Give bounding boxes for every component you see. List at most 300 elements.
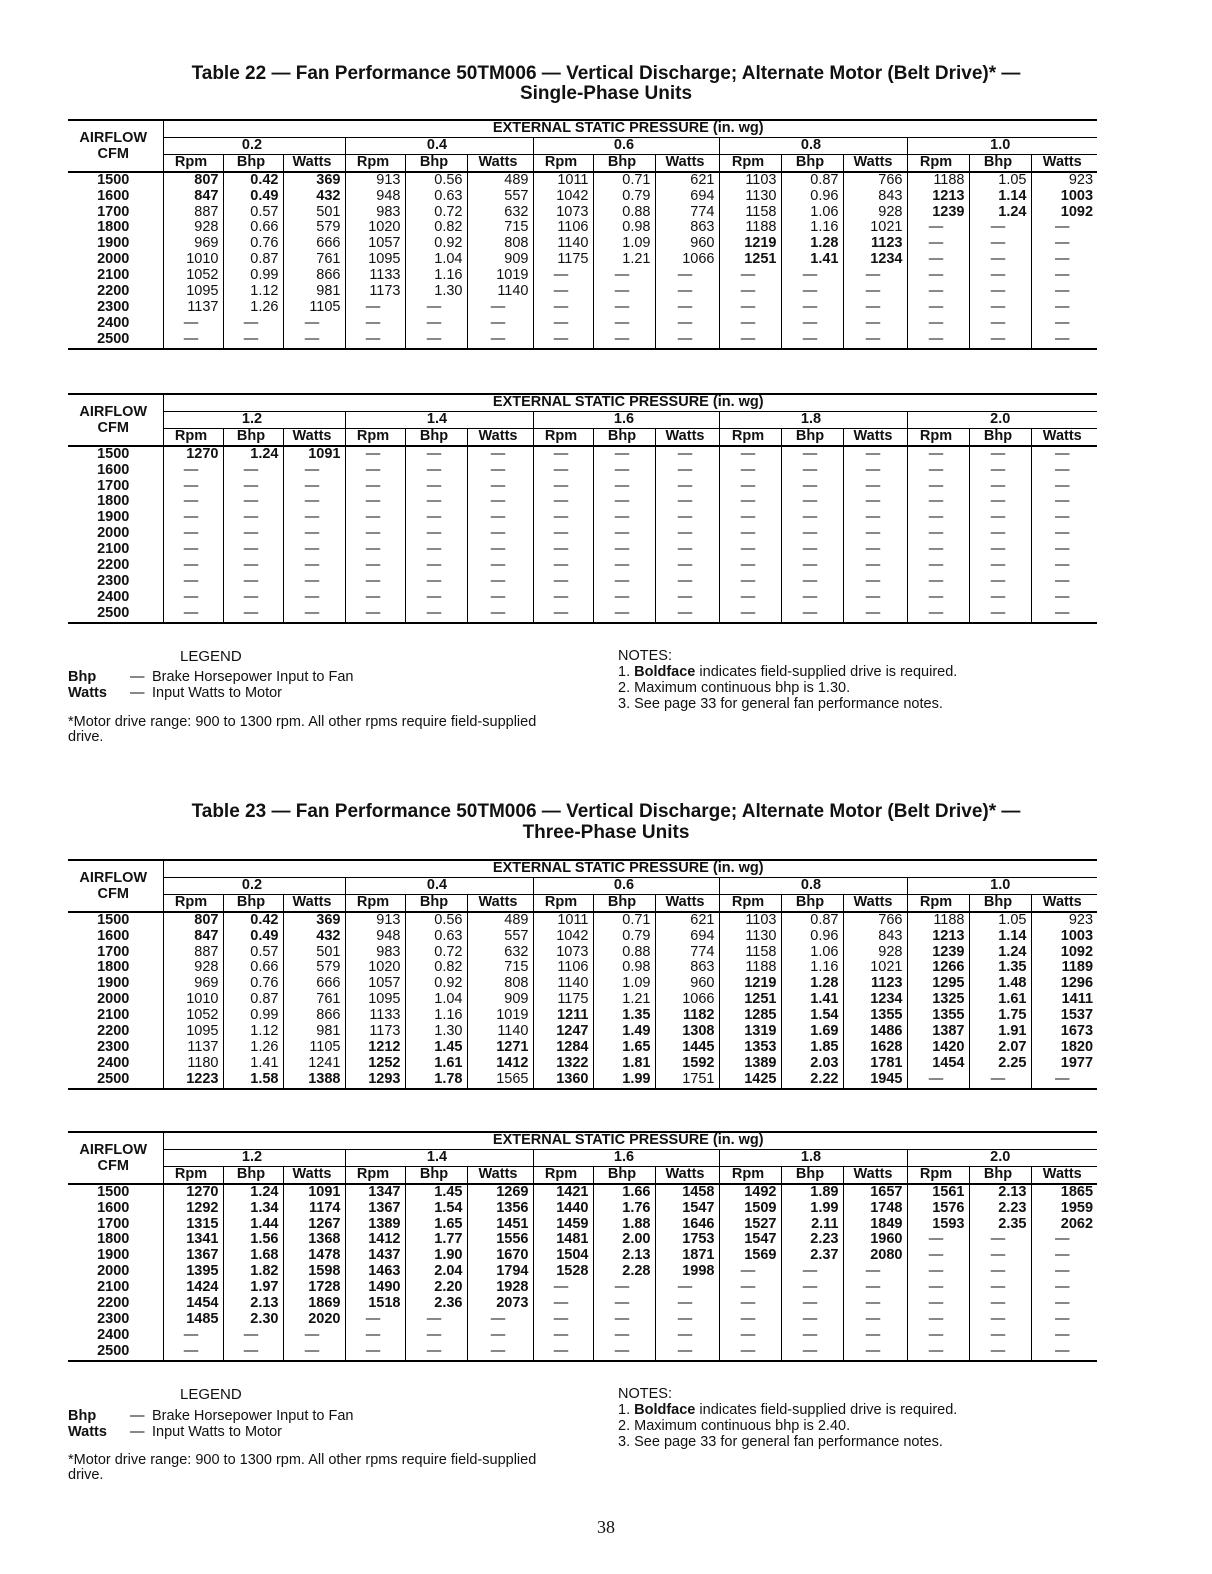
airflow-cfm-label: AIRFLOW CFM <box>79 1141 148 1174</box>
value-cell: — <box>533 1312 593 1328</box>
airflow-cfm-cell: 2200 <box>68 1024 163 1040</box>
value-cell: — <box>405 300 467 316</box>
value-cell: 1646 <box>655 1217 719 1233</box>
pressure-header: 1.0 <box>907 137 1097 154</box>
value-cell: 1356 <box>467 1201 533 1217</box>
column-subheader: Watts <box>655 154 719 171</box>
value-cell: 0.57 <box>223 205 283 221</box>
value-cell: — <box>969 1248 1031 1264</box>
value-cell: — <box>655 574 719 590</box>
value-cell: — <box>969 1232 1031 1248</box>
value-cell: — <box>183 572 199 589</box>
legend-dash: — <box>130 1424 145 1440</box>
value-cell: 1389 <box>345 1217 405 1233</box>
table-row <box>68 929 1097 945</box>
value-cell: 1592 <box>655 1056 719 1072</box>
value-cell: 866 <box>283 1008 345 1024</box>
column-subheader: Rpm <box>163 428 223 445</box>
value-cell: 1751 <box>655 1072 719 1089</box>
value-cell: — <box>1031 1248 1097 1264</box>
value-cell: 1140 <box>467 284 533 300</box>
column-subheader: Bhp <box>405 154 467 171</box>
column-subheader: Rpm <box>907 154 969 171</box>
value-cell: 1270 <box>186 445 219 462</box>
airflow-cfm-cell: 2100 <box>68 1280 163 1296</box>
value-cell: — <box>907 590 969 606</box>
value-cell: — <box>1031 606 1097 623</box>
value-cell: — <box>283 1328 345 1344</box>
value-cell: 1.24 <box>969 945 1031 961</box>
pressure-header: 0.6 <box>533 877 719 894</box>
value-cell: — <box>907 463 969 479</box>
value-cell: — <box>593 268 655 284</box>
table-row <box>68 1056 1097 1072</box>
table-23-part-2 <box>68 1131 1097 1362</box>
value-cell: — <box>781 494 843 510</box>
value-cell: 1.90 <box>405 1248 467 1264</box>
value-cell: — <box>969 526 1031 542</box>
note-text: indicates field-supplied drive is required. <box>695 1402 958 1418</box>
value-cell: — <box>719 1264 781 1280</box>
value-cell: 1459 <box>533 1217 593 1233</box>
value-cell: — <box>593 1328 655 1344</box>
note-number: 1. <box>618 664 631 680</box>
table-23-title-line1: Table 23 — Fan Performance 50TM006 — Vertical Discharge; Alternate Motor (Belt Drive)* — <box>191 801 1021 822</box>
value-cell: 1052 <box>186 267 219 284</box>
airflow-cfm-label: AIRFLOW CFM <box>79 403 148 436</box>
value-cell: — <box>969 332 1031 349</box>
column-subheader: Watts <box>655 1166 719 1183</box>
value-cell: — <box>467 332 533 349</box>
value-cell: 1158 <box>719 205 781 221</box>
table-23-part-1 <box>68 859 1097 1090</box>
value-cell: 579 <box>283 220 345 236</box>
value-cell: 1213 <box>907 189 969 205</box>
value-cell: — <box>969 268 1031 284</box>
column-subheader: Rpm <box>719 428 781 445</box>
value-cell: 1239 <box>907 945 969 961</box>
value-cell: 1.21 <box>593 992 655 1008</box>
value-cell: — <box>655 1296 719 1312</box>
value-cell: — <box>719 479 781 495</box>
value-cell: 1537 <box>1031 1008 1097 1024</box>
value-cell: 1367 <box>186 1247 219 1264</box>
value-cell: — <box>719 1296 781 1312</box>
airflow-cfm-label: AIRFLOW CFM <box>79 129 148 162</box>
value-cell: — <box>781 1312 843 1328</box>
value-cell: 1.75 <box>969 1008 1031 1024</box>
value-cell: 0.49 <box>223 189 283 205</box>
value-cell: 960 <box>655 976 719 992</box>
value-cell: — <box>719 606 781 623</box>
value-cell: — <box>907 300 969 316</box>
value-cell: — <box>719 316 781 332</box>
value-cell: — <box>183 588 199 605</box>
airflow-cfm-cell: 1700 <box>68 479 163 495</box>
value-cell: 1103 <box>719 172 781 189</box>
value-cell: 948 <box>345 189 405 205</box>
value-cell: 1.09 <box>593 236 655 252</box>
value-cell: 847 <box>194 927 219 944</box>
column-subheader: Bhp <box>593 428 655 445</box>
value-cell: 501 <box>283 945 345 961</box>
pressure-header: 0.6 <box>533 137 719 154</box>
value-cell: — <box>405 332 467 349</box>
value-cell: 1.05 <box>969 912 1031 929</box>
external-static-pressure-header: EXTERNAL STATIC PRESSURE (in. wg) <box>163 120 1097 137</box>
value-cell: 715 <box>467 220 533 236</box>
value-cell: 1251 <box>719 992 781 1008</box>
value-cell: — <box>1031 1344 1097 1361</box>
value-cell: 1180 <box>187 1054 219 1071</box>
value-cell: 1.14 <box>969 189 1031 205</box>
value-cell: — <box>593 606 655 623</box>
value-cell: 0.79 <box>593 929 655 945</box>
value-cell: — <box>907 1248 969 1264</box>
value-cell: — <box>345 479 405 495</box>
value-cell: 2.00 <box>593 1232 655 1248</box>
value-cell: 0.87 <box>781 172 843 189</box>
airflow-cfm-cell: 2500 <box>68 332 163 349</box>
airflow-cfm-cell: 2200 <box>68 1296 163 1312</box>
pressure-header: 1.2 <box>163 411 345 428</box>
table-row <box>68 1280 1097 1296</box>
value-cell: — <box>533 574 593 590</box>
value-cell: 863 <box>655 960 719 976</box>
value-cell: 1105 <box>283 1040 345 1056</box>
value-cell: 1.16 <box>405 1008 467 1024</box>
value-cell: — <box>843 1264 907 1280</box>
value-cell: — <box>655 284 719 300</box>
column-subheader: Watts <box>655 428 719 445</box>
value-cell: — <box>1031 526 1097 542</box>
column-subheader: Watts <box>467 894 533 911</box>
value-cell: 0.99 <box>223 1008 283 1024</box>
value-cell: — <box>719 558 781 574</box>
value-cell: — <box>969 316 1031 332</box>
value-cell: 1.16 <box>781 960 843 976</box>
value-cell: 1057 <box>345 236 405 252</box>
value-cell: 1628 <box>843 1040 907 1056</box>
value-cell: 1057 <box>345 976 405 992</box>
value-cell: — <box>907 1328 969 1344</box>
value-cell: 1.06 <box>781 945 843 961</box>
value-cell: 0.49 <box>223 929 283 945</box>
value-cell: — <box>533 606 593 623</box>
column-subheader: Bhp <box>969 894 1031 911</box>
value-cell: 1.69 <box>781 1024 843 1040</box>
column-subheader: Rpm <box>719 1166 781 1183</box>
value-cell: — <box>533 590 593 606</box>
value-cell: — <box>467 558 533 574</box>
value-cell: 1451 <box>467 1217 533 1233</box>
legend-title: LEGEND <box>180 648 242 665</box>
airflow-cfm-header <box>68 120 163 172</box>
column-subheader: Bhp <box>781 894 843 911</box>
pressure-header: 1.6 <box>533 1149 719 1166</box>
value-cell: 1454 <box>907 1056 969 1072</box>
value-cell: 1.14 <box>969 929 1031 945</box>
column-subheader: Bhp <box>593 154 655 171</box>
value-cell: — <box>345 590 405 606</box>
value-cell: — <box>533 494 593 510</box>
value-cell: — <box>1031 1280 1097 1296</box>
value-cell: 0.72 <box>405 205 467 221</box>
value-cell: — <box>655 1280 719 1296</box>
value-cell: 1485 <box>186 1310 219 1327</box>
value-cell: 0.92 <box>405 976 467 992</box>
table-22-title-line2: Single-Phase Units <box>519 83 693 104</box>
table-22-part-2 <box>68 393 1097 624</box>
column-subheader: Watts <box>283 1166 345 1183</box>
value-cell: 1748 <box>843 1201 907 1217</box>
value-cell: 1234 <box>843 992 907 1008</box>
airflow-cfm-cell: 2300 <box>68 300 163 316</box>
value-cell: — <box>655 510 719 526</box>
value-cell: 1020 <box>345 960 405 976</box>
value-cell: 960 <box>655 236 719 252</box>
pressure-header: 1.8 <box>719 411 907 428</box>
airflow-cfm-cell: 1500 <box>68 1184 163 1201</box>
value-cell: — <box>781 479 843 495</box>
table-row <box>68 558 1097 574</box>
value-cell: 808 <box>467 976 533 992</box>
value-cell: — <box>405 1312 467 1328</box>
airflow-cfm-header <box>68 860 163 912</box>
value-cell: — <box>405 494 467 510</box>
value-cell: 0.82 <box>405 960 467 976</box>
value-cell: 0.96 <box>781 189 843 205</box>
value-cell: 1.16 <box>405 268 467 284</box>
column-subheader: Rpm <box>163 154 223 171</box>
value-cell: — <box>223 1344 283 1361</box>
value-cell: — <box>781 332 843 349</box>
value-cell: 666 <box>283 976 345 992</box>
column-subheader: Rpm <box>907 1166 969 1183</box>
value-cell: — <box>533 316 593 332</box>
value-cell: — <box>655 332 719 349</box>
value-cell: — <box>467 526 533 542</box>
value-cell: 1219 <box>719 976 781 992</box>
value-cell: — <box>907 1312 969 1328</box>
value-cell: — <box>907 526 969 542</box>
value-cell: 1019 <box>467 1008 533 1024</box>
value-cell: — <box>533 446 593 463</box>
value-cell: 981 <box>283 1024 345 1040</box>
value-cell: — <box>345 574 405 590</box>
value-cell: — <box>969 1328 1031 1344</box>
legend-dash: — <box>130 1408 145 1424</box>
airflow-cfm-cell: 1600 <box>68 929 163 945</box>
value-cell: — <box>223 494 283 510</box>
value-cell: — <box>223 606 283 623</box>
table-row <box>68 189 1097 205</box>
value-cell: — <box>907 252 969 268</box>
table-row <box>68 574 1097 590</box>
value-cell: — <box>183 541 199 558</box>
value-cell: — <box>719 1344 781 1361</box>
value-cell: — <box>533 1296 593 1312</box>
value-cell: — <box>405 510 467 526</box>
airflow-cfm-header <box>68 394 163 446</box>
value-cell: — <box>1031 574 1097 590</box>
note-1 <box>618 664 957 680</box>
value-cell: — <box>781 558 843 574</box>
column-subheader: Rpm <box>163 1166 223 1183</box>
value-cell: 1011 <box>533 172 593 189</box>
value-cell: 1003 <box>1031 929 1097 945</box>
table-row <box>68 1184 1097 1201</box>
value-cell: 1241 <box>283 1056 345 1072</box>
note-2: 2. Maximum continuous bhp is 2.40. <box>618 1418 851 1434</box>
value-cell: 1478 <box>283 1248 345 1264</box>
value-cell: 1.06 <box>781 205 843 221</box>
legend-title: LEGEND <box>180 1386 242 1403</box>
value-cell: — <box>533 542 593 558</box>
value-cell: — <box>969 479 1031 495</box>
value-cell: — <box>781 510 843 526</box>
value-cell: — <box>843 300 907 316</box>
value-cell: 1213 <box>907 929 969 945</box>
value-cell: 1.81 <box>593 1056 655 1072</box>
value-cell: 1325 <box>907 992 969 1008</box>
column-subheader: Watts <box>283 894 345 911</box>
value-cell: 2.13 <box>223 1296 283 1312</box>
value-cell: 1189 <box>1031 960 1097 976</box>
value-cell: — <box>183 314 199 331</box>
value-cell: — <box>223 479 283 495</box>
pressure-header: 1.4 <box>345 411 533 428</box>
value-cell: 2.04 <box>405 1264 467 1280</box>
value-cell: 666 <box>283 236 345 252</box>
value-cell: 1188 <box>719 220 781 236</box>
value-cell: 1182 <box>655 1008 719 1024</box>
value-cell: 2080 <box>843 1248 907 1264</box>
value-cell: 863 <box>655 220 719 236</box>
value-cell: 1.12 <box>223 284 283 300</box>
value-cell: — <box>719 574 781 590</box>
value-cell: 1569 <box>719 1248 781 1264</box>
column-subheader: Watts <box>467 1166 533 1183</box>
value-cell: — <box>719 590 781 606</box>
value-cell: 1.56 <box>223 1232 283 1248</box>
value-cell: — <box>593 284 655 300</box>
value-cell: — <box>467 574 533 590</box>
value-cell: — <box>781 606 843 623</box>
value-cell: — <box>283 332 345 349</box>
value-cell: 1.99 <box>781 1201 843 1217</box>
value-cell: 1021 <box>843 220 907 236</box>
table-row <box>68 590 1097 606</box>
value-cell: 1.85 <box>781 1040 843 1056</box>
value-cell: 1412 <box>467 1056 533 1072</box>
value-cell: 1387 <box>907 1024 969 1040</box>
value-cell: — <box>969 1264 1031 1280</box>
value-cell: — <box>719 1312 781 1328</box>
value-cell: 1003 <box>1031 189 1097 205</box>
value-cell: — <box>969 606 1031 623</box>
value-cell: 1137 <box>187 1038 219 1055</box>
value-cell: 1.12 <box>223 1024 283 1040</box>
value-cell: 1.99 <box>593 1072 655 1089</box>
table-row <box>68 463 1097 479</box>
value-cell: 0.63 <box>405 189 467 205</box>
value-cell: — <box>345 332 405 349</box>
value-cell: 432 <box>283 929 345 945</box>
value-cell: 1561 <box>907 1184 969 1201</box>
table-row <box>68 446 1097 463</box>
value-cell: 983 <box>345 945 405 961</box>
value-cell: 0.66 <box>223 220 283 236</box>
value-cell: 887 <box>194 943 219 960</box>
value-cell: — <box>781 1296 843 1312</box>
value-cell: — <box>969 494 1031 510</box>
airflow-cfm-cell: 1900 <box>68 976 163 992</box>
column-subheader: Rpm <box>533 154 593 171</box>
value-cell: — <box>843 558 907 574</box>
pressure-header: 2.0 <box>907 411 1097 428</box>
airflow-cfm-cell: 2400 <box>68 1328 163 1344</box>
value-cell: 1492 <box>719 1184 781 1201</box>
external-static-pressure-header: EXTERNAL STATIC PRESSURE (in. wg) <box>163 394 1097 411</box>
value-cell: 2.22 <box>781 1072 843 1089</box>
value-cell: 2.35 <box>969 1217 1031 1233</box>
value-cell: 0.96 <box>781 929 843 945</box>
value-cell: 1.04 <box>405 992 467 1008</box>
airflow-cfm-cell: 2500 <box>68 1344 163 1361</box>
value-cell: 1.41 <box>781 252 843 268</box>
value-cell: — <box>1031 1232 1097 1248</box>
value-cell: 1.45 <box>405 1184 467 1201</box>
value-cell: 0.87 <box>223 252 283 268</box>
value-cell: 0.66 <box>223 960 283 976</box>
value-cell: — <box>655 463 719 479</box>
value-cell: — <box>283 606 345 623</box>
value-cell: 887 <box>194 203 219 220</box>
value-cell: — <box>405 590 467 606</box>
value-cell: 843 <box>843 929 907 945</box>
value-cell: 1.16 <box>781 220 843 236</box>
value-cell: — <box>655 446 719 463</box>
value-cell: — <box>655 494 719 510</box>
value-cell: 1.41 <box>223 1056 283 1072</box>
table-row <box>68 236 1097 252</box>
value-cell: 2.23 <box>781 1232 843 1248</box>
value-cell: — <box>655 479 719 495</box>
value-cell: 1.77 <box>405 1232 467 1248</box>
value-cell: 2.07 <box>969 1040 1031 1056</box>
value-cell: 1095 <box>186 1023 219 1040</box>
value-cell: 1270 <box>186 1183 219 1200</box>
airflow-cfm-cell: 2100 <box>68 268 163 284</box>
value-cell: 969 <box>194 235 219 252</box>
value-cell: 1052 <box>186 1007 219 1024</box>
airflow-cfm-cell: 2000 <box>68 252 163 268</box>
legend-item-bhp <box>68 669 354 685</box>
value-cell: 1239 <box>907 205 969 221</box>
value-cell: — <box>907 236 969 252</box>
value-cell: — <box>969 510 1031 526</box>
value-cell: — <box>405 316 467 332</box>
pressure-header: 0.8 <box>719 877 907 894</box>
value-cell: 2.28 <box>593 1264 655 1280</box>
value-cell: 1928 <box>467 1280 533 1296</box>
value-cell: — <box>467 300 533 316</box>
table-row <box>68 220 1097 236</box>
column-subheader: Bhp <box>405 428 467 445</box>
column-subheader: Bhp <box>593 894 655 911</box>
value-cell: 1308 <box>655 1024 719 1040</box>
